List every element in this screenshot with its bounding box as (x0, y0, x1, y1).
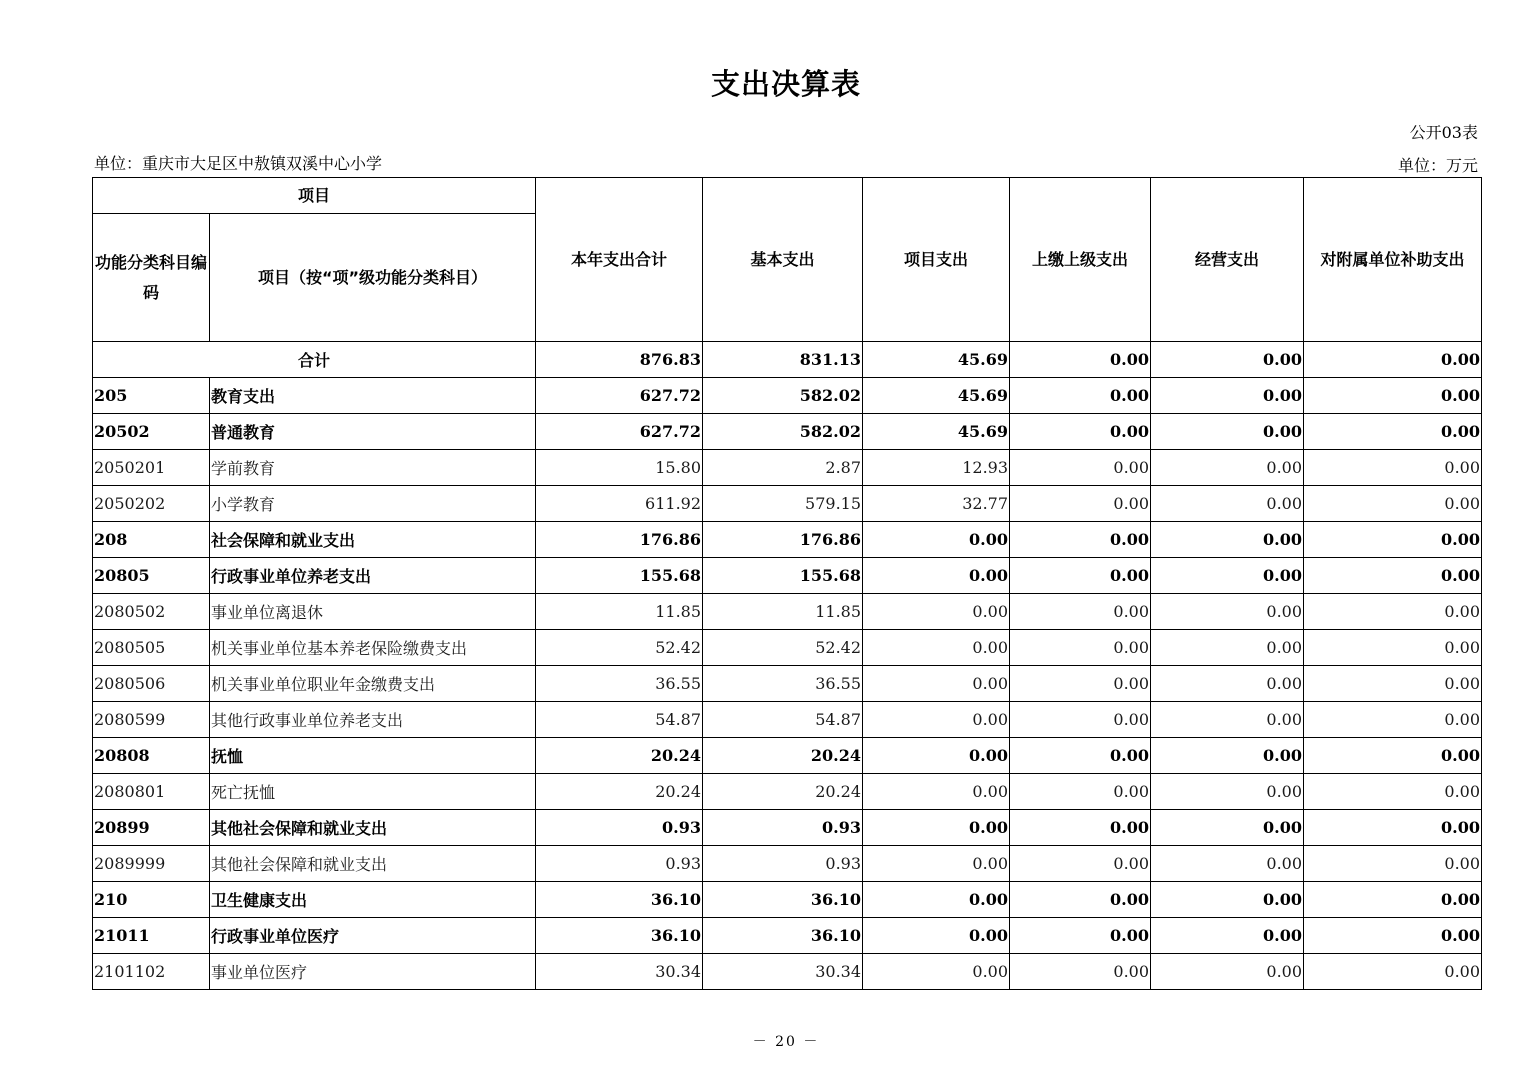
row-value: 0.93 (536, 846, 703, 882)
header-upper-payment: 上缴上级支出 (1010, 178, 1151, 342)
row-value: 155.68 (703, 558, 863, 594)
table-row (93, 810, 1482, 846)
row-value: 0.00 (863, 774, 1010, 810)
row-value: 0.93 (703, 846, 863, 882)
row-value: 0.00 (863, 666, 1010, 702)
row-value: 0.00 (1010, 414, 1151, 450)
row-value: 0.00 (1151, 522, 1304, 558)
row-value: 0.00 (1151, 702, 1304, 738)
table-row (93, 918, 1482, 954)
header-subsidy: 对附属单位补助支出 (1304, 178, 1482, 342)
row-value: 0.00 (1304, 378, 1482, 414)
total-row (93, 342, 1482, 378)
row-value: 20.24 (703, 774, 863, 810)
row-value: 0.00 (1010, 846, 1151, 882)
row-value: 0.00 (1304, 522, 1482, 558)
row-value: 0.00 (1304, 558, 1482, 594)
currency-unit: 单位：万元 (1397, 156, 1478, 175)
row-code: 20502 (93, 414, 210, 450)
total-label: 合计 (93, 342, 536, 378)
row-code: 2050201 (93, 450, 210, 486)
row-value: 0.00 (1010, 774, 1151, 810)
row-value: 0.00 (1304, 774, 1482, 810)
row-value: 20.24 (536, 738, 703, 774)
row-value: 0.00 (1151, 414, 1304, 450)
table-row (93, 774, 1482, 810)
row-code: 2080505 (93, 630, 210, 666)
row-value: 0.00 (1010, 738, 1151, 774)
row-value: 0.00 (1151, 918, 1304, 954)
row-code: 205 (93, 378, 210, 414)
row-value: 0.00 (1151, 954, 1304, 990)
header-basic: 基本支出 (703, 178, 863, 342)
row-name: 行政事业单位医疗 (210, 918, 536, 954)
total-cell: 45.69 (863, 342, 1010, 378)
row-code: 20899 (93, 810, 210, 846)
row-value: 0.00 (863, 954, 1010, 990)
table-row (93, 846, 1482, 882)
row-value: 155.68 (536, 558, 703, 594)
form-number: 公开03表 (1409, 123, 1478, 142)
row-name: 其他社会保障和就业支出 (210, 810, 536, 846)
row-value: 0.00 (1304, 450, 1482, 486)
row-code: 2080506 (93, 666, 210, 702)
row-value: 0.93 (703, 810, 863, 846)
row-value: 0.00 (1010, 378, 1151, 414)
row-name: 行政事业单位养老支出 (210, 558, 536, 594)
row-value: 12.93 (863, 450, 1010, 486)
row-value: 0.00 (1151, 810, 1304, 846)
row-value: 20.24 (536, 774, 703, 810)
row-value: 0.00 (863, 810, 1010, 846)
table-row (93, 954, 1482, 990)
row-name: 普通教育 (210, 414, 536, 450)
row-code: 2080599 (93, 702, 210, 738)
table-row (93, 558, 1482, 594)
table-row (93, 378, 1482, 414)
row-value: 611.92 (536, 486, 703, 522)
total-cell: 0.00 (1304, 342, 1482, 378)
row-name: 小学教育 (210, 486, 536, 522)
row-value: 0.00 (863, 702, 1010, 738)
row-code: 21011 (93, 918, 210, 954)
row-value: 0.00 (863, 558, 1010, 594)
row-value: 36.10 (536, 918, 703, 954)
row-value: 0.00 (1304, 414, 1482, 450)
row-value: 0.00 (1010, 558, 1151, 594)
row-value: 0.00 (863, 522, 1010, 558)
row-name: 学前教育 (210, 450, 536, 486)
row-value: 0.00 (1010, 882, 1151, 918)
row-value: 0.00 (1010, 666, 1151, 702)
header-project: 项目 (93, 178, 536, 214)
row-value: 0.00 (1304, 882, 1482, 918)
row-value: 32.77 (863, 486, 1010, 522)
row-value: 0.00 (1151, 738, 1304, 774)
row-name: 死亡抚恤 (210, 774, 536, 810)
row-value: 0.00 (1151, 450, 1304, 486)
row-value: 0.00 (1010, 954, 1151, 990)
row-code: 2089999 (93, 846, 210, 882)
row-name: 机关事业单位职业年金缴费支出 (210, 666, 536, 702)
row-value: 0.00 (1151, 558, 1304, 594)
row-code: 20808 (93, 738, 210, 774)
row-name: 事业单位医疗 (210, 954, 536, 990)
row-value: 0.00 (1304, 666, 1482, 702)
header-code: 功能分类科目编码 (93, 214, 210, 342)
row-value: 0.00 (1151, 630, 1304, 666)
row-value: 36.10 (703, 882, 863, 918)
row-value: 11.85 (536, 594, 703, 630)
row-value: 54.87 (536, 702, 703, 738)
row-name: 社会保障和就业支出 (210, 522, 536, 558)
table-row (93, 414, 1482, 450)
row-value: 45.69 (863, 414, 1010, 450)
row-value: 0.00 (863, 594, 1010, 630)
table-row (93, 882, 1482, 918)
page-number: － 20 － (752, 1034, 820, 1050)
header-business: 经营支出 (1151, 178, 1304, 342)
page-title: 支出决算表 (710, 67, 861, 101)
row-value: 0.00 (1304, 594, 1482, 630)
row-value: 582.02 (703, 378, 863, 414)
row-value: 582.02 (703, 414, 863, 450)
row-value: 0.00 (1010, 918, 1151, 954)
expenditure-table (92, 177, 1482, 990)
row-value: 0.00 (1010, 450, 1151, 486)
row-value: 0.00 (863, 882, 1010, 918)
row-value: 0.00 (1304, 738, 1482, 774)
table-row (93, 666, 1482, 702)
table-row (93, 738, 1482, 774)
row-name: 教育支出 (210, 378, 536, 414)
total-cell: 0.00 (1151, 342, 1304, 378)
row-value: 52.42 (703, 630, 863, 666)
row-value: 0.00 (1010, 702, 1151, 738)
row-value: 0.93 (536, 810, 703, 846)
total-cell: 0.00 (1010, 342, 1151, 378)
row-value: 579.15 (703, 486, 863, 522)
row-value: 0.00 (1151, 666, 1304, 702)
row-name: 事业单位离退休 (210, 594, 536, 630)
row-name: 卫生健康支出 (210, 882, 536, 918)
unit-name: 单位：重庆市大足区中敖镇双溪中心小学 (94, 154, 383, 173)
row-value: 627.72 (536, 414, 703, 450)
table-row (93, 486, 1482, 522)
row-value: 0.00 (1304, 954, 1482, 990)
row-value: 0.00 (863, 918, 1010, 954)
row-value: 15.80 (536, 450, 703, 486)
row-value: 0.00 (1304, 486, 1482, 522)
total-cell: 831.13 (703, 342, 863, 378)
row-code: 2080502 (93, 594, 210, 630)
row-name: 机关事业单位基本养老保险缴费支出 (210, 630, 536, 666)
row-code: 210 (93, 882, 210, 918)
row-code: 2080801 (93, 774, 210, 810)
row-name: 其他行政事业单位养老支出 (210, 702, 536, 738)
row-value: 20.24 (703, 738, 863, 774)
row-value: 0.00 (1151, 846, 1304, 882)
row-value: 36.55 (703, 666, 863, 702)
row-value: 0.00 (1010, 486, 1151, 522)
row-value: 0.00 (1151, 378, 1304, 414)
row-name: 其他社会保障和就业支出 (210, 846, 536, 882)
row-value: 11.85 (703, 594, 863, 630)
header-total: 本年支出合计 (536, 178, 703, 342)
row-value: 0.00 (863, 738, 1010, 774)
row-value: 52.42 (536, 630, 703, 666)
row-value: 36.10 (536, 882, 703, 918)
row-value: 627.72 (536, 378, 703, 414)
row-value: 0.00 (1010, 522, 1151, 558)
row-value: 0.00 (1010, 810, 1151, 846)
row-value: 0.00 (1151, 594, 1304, 630)
row-value: 176.86 (703, 522, 863, 558)
table-row (93, 522, 1482, 558)
row-code: 2050202 (93, 486, 210, 522)
row-code: 2101102 (93, 954, 210, 990)
row-value: 0.00 (1151, 486, 1304, 522)
row-value: 45.69 (863, 378, 1010, 414)
row-value: 30.34 (536, 954, 703, 990)
row-value: 2.87 (703, 450, 863, 486)
row-value: 0.00 (1151, 774, 1304, 810)
row-value: 36.10 (703, 918, 863, 954)
row-value: 0.00 (1304, 918, 1482, 954)
row-name: 抚恤 (210, 738, 536, 774)
row-value: 0.00 (1010, 630, 1151, 666)
header-project-expenditure: 项目支出 (863, 178, 1010, 342)
row-code: 208 (93, 522, 210, 558)
row-value: 36.55 (536, 666, 703, 702)
row-value: 0.00 (863, 630, 1010, 666)
header-item: 项目（按“项”级功能分类科目） (210, 214, 536, 342)
total-cell: 876.83 (536, 342, 703, 378)
row-value: 0.00 (1010, 594, 1151, 630)
row-value: 176.86 (536, 522, 703, 558)
row-value: 0.00 (1304, 810, 1482, 846)
table-row (93, 594, 1482, 630)
table-row (93, 630, 1482, 666)
row-value: 0.00 (863, 846, 1010, 882)
row-value: 54.87 (703, 702, 863, 738)
row-value: 0.00 (1304, 630, 1482, 666)
row-value: 0.00 (1304, 846, 1482, 882)
row-value: 30.34 (703, 954, 863, 990)
row-value: 0.00 (1151, 882, 1304, 918)
table-row (93, 450, 1482, 486)
row-value: 0.00 (1304, 702, 1482, 738)
table-row (93, 702, 1482, 738)
row-code: 20805 (93, 558, 210, 594)
